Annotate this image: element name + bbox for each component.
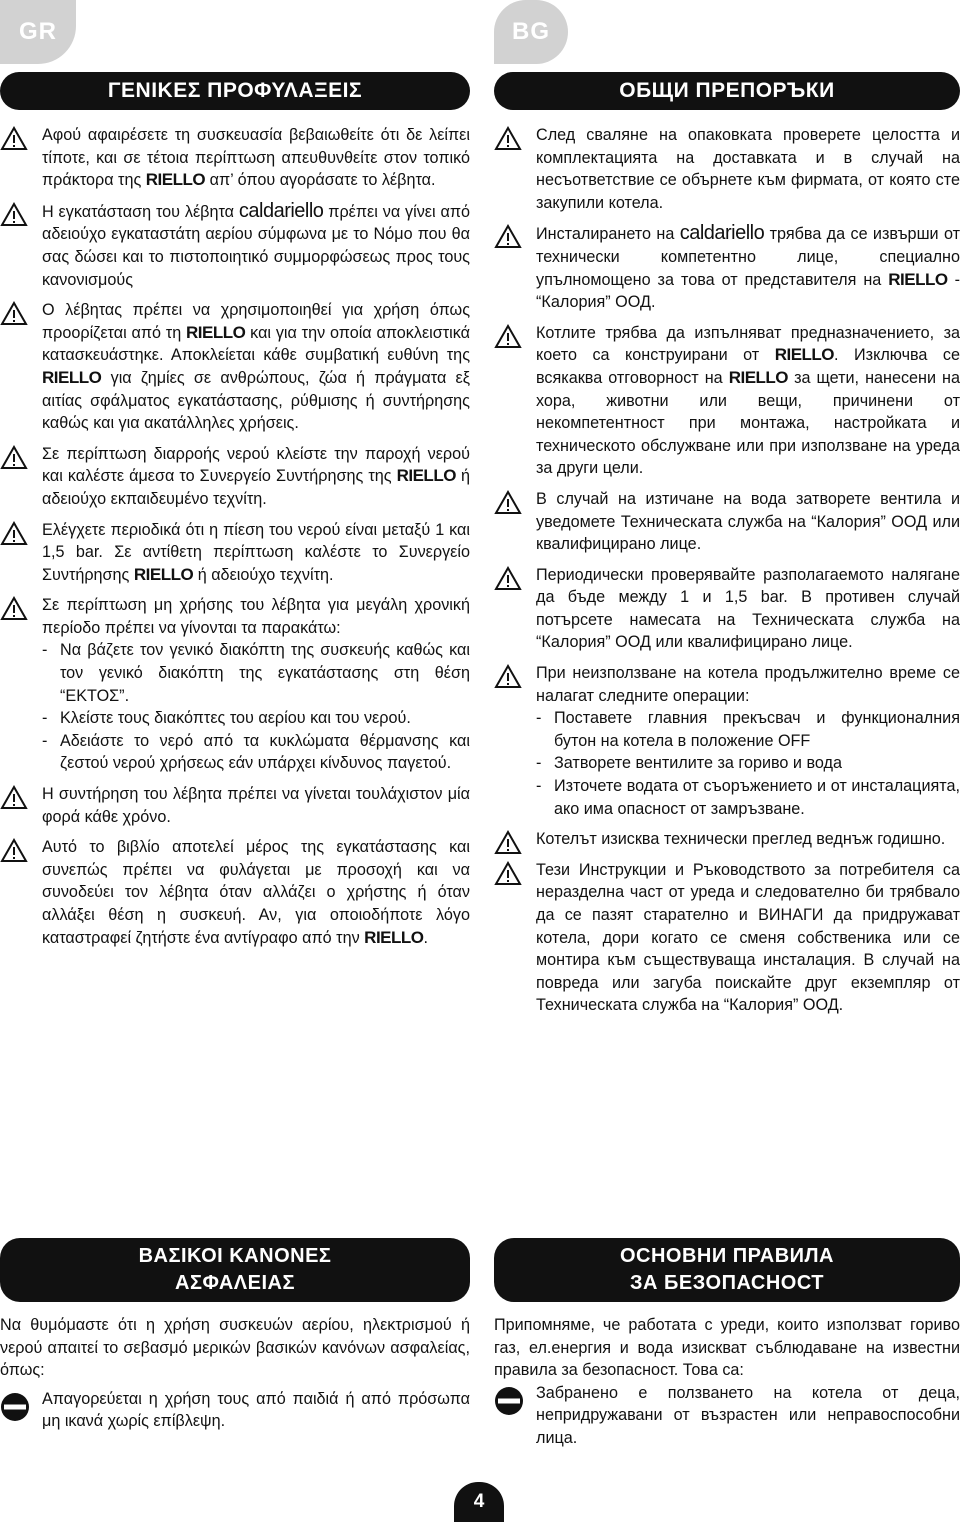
list-item: - Затворете вентилите за гориво и вода xyxy=(536,754,842,773)
warning-text: ή αδειούχο τεχνίτη. xyxy=(197,565,334,584)
section-title-safety-gr xyxy=(0,1238,470,1302)
safety-intro: Припомняме, че работата с уреди, които използват гориво газ, ел.енергия и вода изискват съблюдаване на известни правила за безопасност. Това са: xyxy=(494,1316,960,1380)
section-title-safety-bg xyxy=(494,1238,960,1302)
prohibition-text: Забранено е ползването на котела от деца, непридружавани от възрастен или неправоспособни лица. xyxy=(536,1383,960,1447)
warning-text: και για την οποία αποκλειστικά κατασκευάστηκε. Αποκλείεται κάθε συμβατική ευθύνη της xyxy=(42,323,470,365)
riello-logo: RIELLO xyxy=(774,345,835,365)
warning-triangle-icon xyxy=(494,324,522,349)
warning-text: След сваляне на опаковката проверете целостта и комплектацията на доставката и в случай на несъответствие се обърнете към фирмата, от която сте закупили котела. xyxy=(536,126,960,212)
language-badge-bg: BG xyxy=(494,0,568,64)
warning-text: Котлите трябва да изпълняват предназначението, за което са конструирани от xyxy=(536,323,960,365)
warning-item xyxy=(0,443,470,511)
prohibition-item xyxy=(0,1388,470,1433)
warning-item xyxy=(0,519,470,587)
warning-item: Αυτό το βιβλίο αποτελεί μέρος της εγκατάστασης και συνεπώς πρέπει να φυλάγεται με προσοχή και να συνοδεύει τον λέβητα όταν αλλάζει ο χρήστης ή όταν αλλάξει θέση η συσκευή. Αν, για οποιοδήποτε λόγο καταστραφεί ζητήστε ένα αντίγραφο από την RIELLO. xyxy=(0,836,470,949)
warning-item xyxy=(494,828,960,851)
warning-text: Αυτό το βιβλίο αποτελεί μέρος της εγκατάστασης και συνεπώς πρέπει να φυλάγεται με προσοχή και να συνοδεύει τον λέβητα όταν αλλάζει ο χρήστης ή όταν αλλάξει θέση η συσκευή. Αν, για οποιοδήποτε λόγο καταστραφεί ζητήστε ένα αντίγραφο από την xyxy=(42,838,470,947)
warning-item xyxy=(0,594,470,775)
warning-text: πρέπει να γίνει από αδειούχο εγκαταστάτη αερίου σύμφωνα με το Νόμο που θα σας δώσει και το πιστοποιητικό συμμορφώσεως προς τους κανονισμούς xyxy=(42,202,471,289)
section-title-line: ЗА БЕЗОПАСНОСТ xyxy=(630,1272,824,1294)
warning-item xyxy=(0,783,470,828)
warning-text: за щети, нанесени на хора, животни или вещи, причинени от некомпетентност при монтажа, настройката и техническото обслужване или при използване на уреда за други цели. xyxy=(536,368,960,478)
warning-triangle-icon xyxy=(0,202,28,227)
warning-item xyxy=(0,124,470,192)
warning-text: Ο λέβητας πρέπει να χρησιμοποιηθεί για χρήση όπως προορίζεται από τη xyxy=(42,301,470,342)
safety-section-bulgarian xyxy=(494,1238,960,1458)
section-title-line: ΒΑΣΙΚΟΙ ΚΑΝΟΝΕΣ xyxy=(138,1245,332,1267)
language-badge-gr: GR xyxy=(0,0,76,64)
list-item: - Να βάζετε τον γενικό διακόπτη της συσκευής καθώς και τον γενικό διακόπτη της εγκατάστασης στη θέση “ΕΚΤΟΣ”. xyxy=(42,641,470,705)
warning-item xyxy=(494,564,960,654)
warning-text: Периодически проверявайте разполагаемото налягане да бъде между 1 и 1,5 bar. В противен случай потърсете намесата на Техническата служба на “Калория” ООД или квалифицирано лице. xyxy=(536,565,960,652)
warning-text: - “Калория” ООД. xyxy=(536,270,960,312)
warning-triangle-icon xyxy=(0,126,28,151)
warning-triangle-icon xyxy=(494,861,522,886)
prohibition-icon xyxy=(0,1392,30,1422)
warning-text: Ελέγχετε περιοδικά ότι η πίεση του νερού είναι μεταξύ 1 και 1,5 bar. Σε αντίθετη περίπτωση καλέστε το Συνεργείο Συντήρησης xyxy=(42,520,470,584)
riello-logo: RIELLO xyxy=(42,367,102,387)
safety-section-greek xyxy=(0,1238,470,1441)
warning-item xyxy=(494,124,960,214)
riello-logo: RIELLO xyxy=(133,564,194,584)
riello-logo: RIELLO xyxy=(186,322,246,342)
warning-triangle-icon xyxy=(494,830,522,855)
page-number: 4 xyxy=(454,1482,504,1522)
prohibition-text: Απαγορεύεται η χρήση τους από παιδιά ή από πρόσωπα μη ικανά χωρίς επίβλεψη. xyxy=(42,1389,470,1431)
prohibition-item xyxy=(494,1382,960,1450)
section-title-line: ОСНОВНИ ПРАВИЛА xyxy=(619,1245,834,1267)
warning-triangle-icon xyxy=(0,445,28,470)
warning-triangle-icon xyxy=(0,838,28,863)
riello-logo: RIELLO xyxy=(364,927,424,947)
warning-text: Η εγκατάσταση του λέβητα xyxy=(42,202,235,221)
list-item: - Източете водата от съоръжението и от инсталацията, ако има опасност от замръзване. xyxy=(536,777,960,818)
warning-text: Η συντήρηση του λέβητα πρέπει να γίνεται τουλάχιστον μία φορά κάθε χρόνο. xyxy=(42,785,470,826)
caldariello-logo: caldariello xyxy=(679,222,765,245)
list-item-text: Να βάζετε τον γενικό διακόπτη της συσκευής καθώς και τον γενικό διακόπτη της εγκατάστασης στη θέση “ΕΚΤΟΣ”. xyxy=(60,641,470,705)
column-greek xyxy=(0,72,470,957)
caldariello-logo: caldariello xyxy=(238,199,324,222)
riello-logo: RIELLO xyxy=(396,466,456,486)
warning-text: Котелът изисква технически преглед веднъж годишно. xyxy=(536,830,946,849)
warning-text: για ζημίες σε ανθρώπους, ζώα ή πράγματα εξ αιτίας σφάλματος εγκατάστασης, ρύθμισης ή συντήρησης καθώς και για ακατάλληλες χρήσεις. xyxy=(42,368,471,433)
safety-intro: Να θυμόμαστε ότι η χρήση συσκευών αερίου, ηλεκτρισμού ή νερού απαιτεί το σεβασμό μερικών βασικών κανόνων ασφαλείας, όπως: xyxy=(0,1316,470,1380)
list-item-text: Поставете главния прекъсвач и функционалния бутон на котела в положение OFF xyxy=(554,709,960,750)
warning-item xyxy=(494,322,960,480)
warning-item xyxy=(494,662,960,820)
riello-logo: RIELLO xyxy=(728,367,789,387)
warning-text: Αφού αφαιρέσετε τη συσκευασία βεβαιωθείτε ότι δε λείπει τίποτε, και σε τέτοια περίπτωση απευθυνθείτε στον τοπικό πράκτορα της xyxy=(42,126,470,190)
warning-text: Тези Инструкции и Ръководството за потребителя са неразделна част от уреда и следователно би трябвало да се пазят старателно и ВИНАГИ да придружават котела, дори когато се сменя собственика или се монтира към съществуваща инсталация. В случай на повреда или загуба поискайте друг екземпляр от Техническата служба на “Калория” ООД. xyxy=(536,860,960,1015)
warning-item xyxy=(494,859,960,1017)
list-item-text: Източете водата от съоръжението и от инсталацията, ако има опасност от замръзване. xyxy=(554,777,960,818)
warning-triangle-icon xyxy=(494,224,522,249)
warning-text: . Изключва се всякаква отговорност на xyxy=(536,346,960,387)
section-title-line: ΑΣΦΑΛΕΙΑΣ xyxy=(175,1272,295,1294)
list-item-text: Κλείστε τους διακόπτες του αερίου και του νερού. xyxy=(60,709,411,728)
warning-item xyxy=(494,488,960,556)
warning-item xyxy=(0,200,470,291)
list-item: - Κλείστε τους διακόπτες του αερίου και του νερού. xyxy=(42,709,411,728)
warning-text: απ’ όπου αγοράσατε το λέβητα. xyxy=(209,171,436,190)
prohibition-icon xyxy=(494,1386,524,1416)
list-item: - Поставете главния прекъсвач и функционалния бутон на котела в положение OFF xyxy=(536,709,960,750)
column-bulgarian xyxy=(494,72,960,1025)
warning-triangle-icon xyxy=(494,664,522,689)
warning-item xyxy=(0,299,470,435)
warning-text: Σε περίπτωση μη χρήσης του λέβητα για μεγάλη χρονική περίοδο πρέπει να γίνονται τα παρακάτω: xyxy=(42,596,470,637)
warning-triangle-icon xyxy=(494,490,522,515)
warning-triangle-icon xyxy=(0,521,28,546)
warning-text: ή αδειούχο εκπαιδευμένο τεχνίτη. xyxy=(42,467,470,508)
warning-triangle-icon xyxy=(494,566,522,591)
warning-item xyxy=(494,222,960,313)
warning-text: Инсталирането на xyxy=(536,225,675,244)
warning-text: трябва да се извърши от технически компетентно лице, специално упълномощено за това от представителя на xyxy=(536,225,960,289)
warning-text: Σε περίπτωση διαρροής νερού κλείστε την παροχή νερού και καλέστε άμεσα το Συνεργείο Συντήρησης της xyxy=(42,444,470,486)
warning-triangle-icon xyxy=(0,785,28,810)
warning-text: При неизползване на котела продължително време се налагат следните операции: xyxy=(536,664,960,705)
riello-logo: RIELLO xyxy=(145,170,206,190)
riello-logo: RIELLO xyxy=(888,269,948,289)
warning-triangle-icon xyxy=(0,596,28,621)
section-title-general-precautions-bg: ОБЩИ ПРЕПОРЪКИ xyxy=(494,72,960,110)
warning-triangle-icon xyxy=(0,301,28,326)
list-item-text: Αδειάστε το νερό από τα κυκλώματα θέρμανσης και ζεστού νερού χρήσεως εάν υπάρχει κίνδυνος παγετού. xyxy=(60,731,470,773)
list-item-text: Затворете вентилите за гориво и вода xyxy=(554,754,842,773)
section-title-general-precautions-gr: ΓΕΝΙΚΕΣ ΠΡΟΦΥΛΑΞΕΙΣ xyxy=(0,72,470,110)
warning-text: В случай на изтичане на вода затворете вентила и уведомете Техническата служба на “Калория” ООД или квалифицирано лице. xyxy=(536,489,960,554)
list-item: - Αδειάστε το νερό από τα κυκλώματα θέρμανσης και ζεστού νερού χρήσεως εάν υπάρχει κίνδυνος παγετού. xyxy=(42,731,470,773)
warning-triangle-icon xyxy=(494,126,522,151)
